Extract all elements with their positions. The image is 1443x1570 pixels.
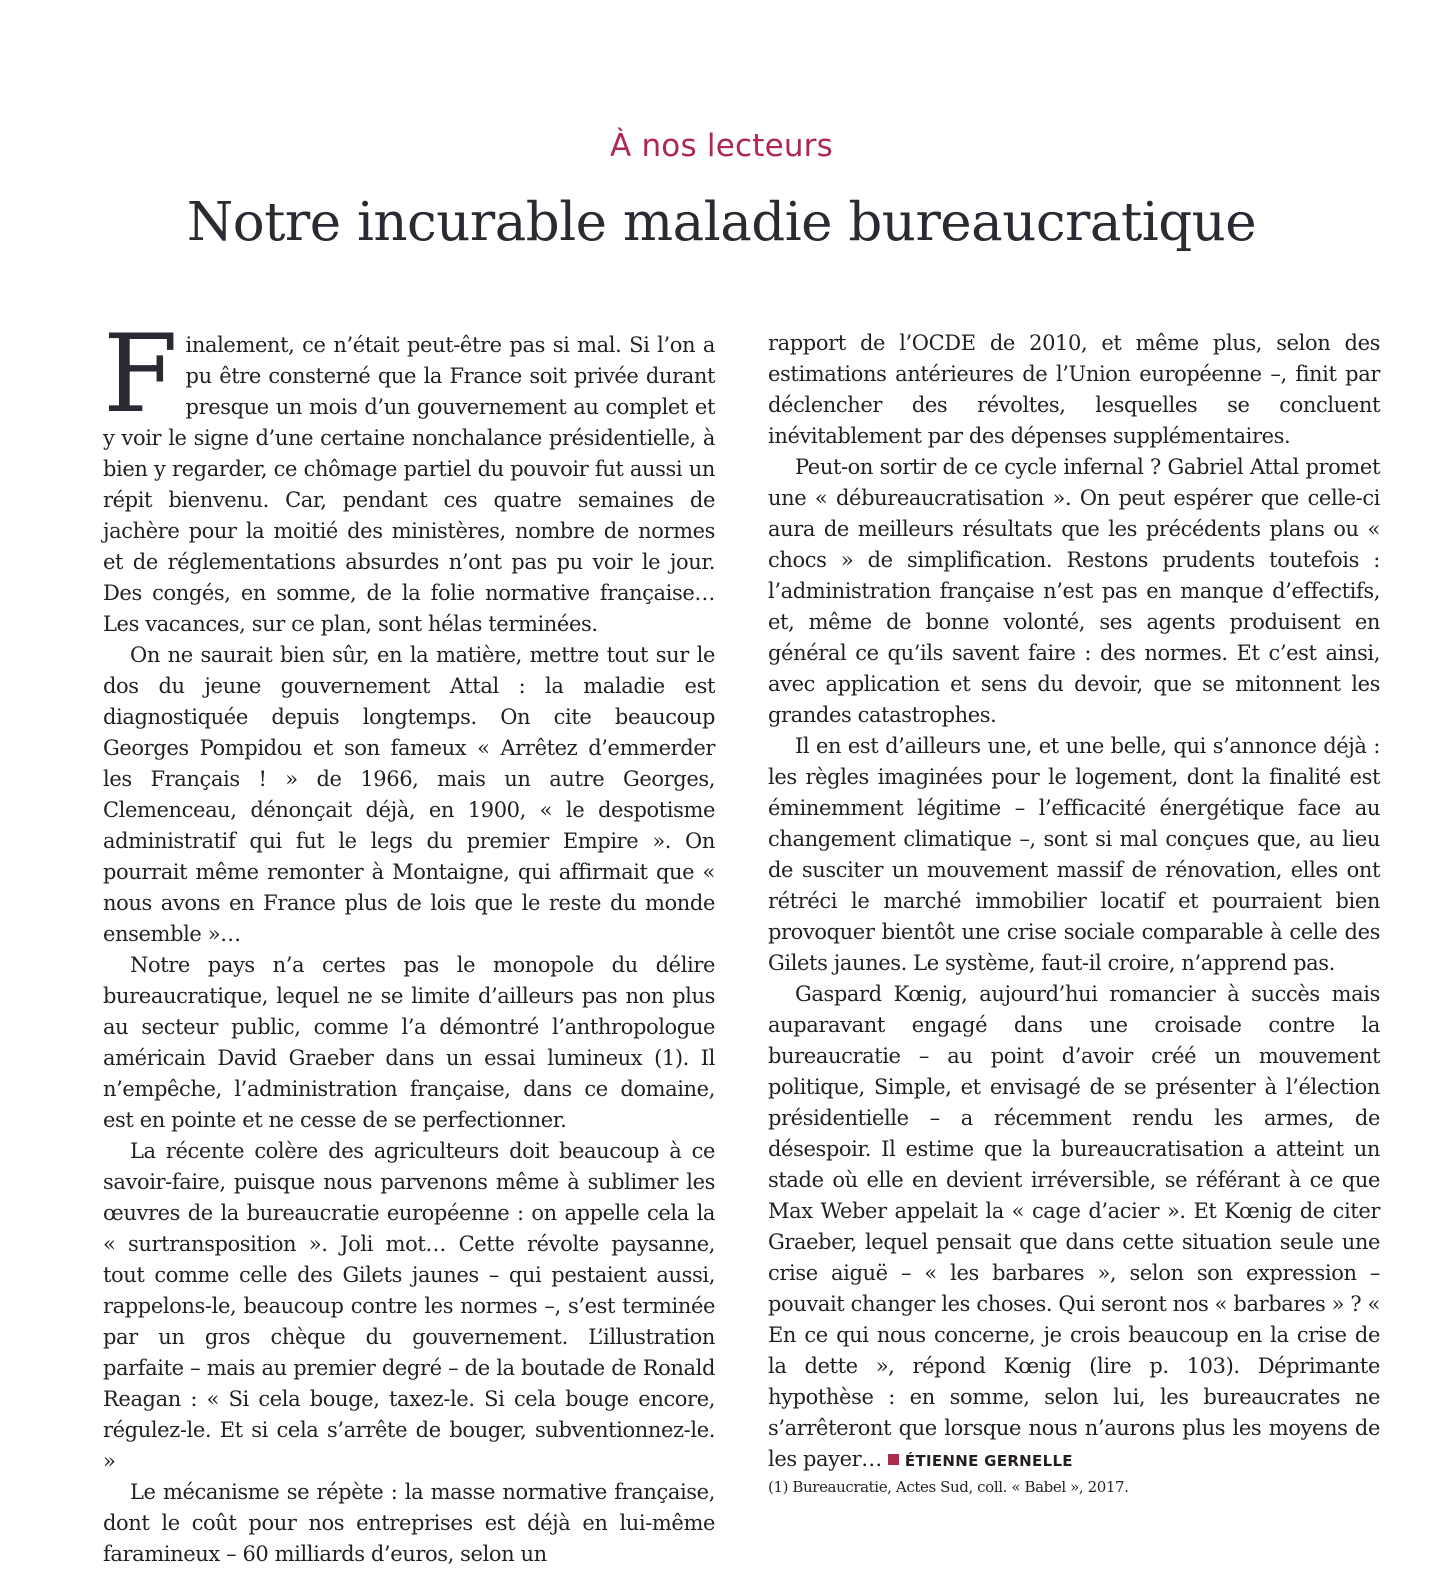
author-signature: ÉTIENNE GERNELLE: [904, 1452, 1073, 1470]
paragraph-3: Notre pays n’a certes pas le monopole du délire bureaucratique, lequel ne se limite d’ailleurs pas non plus au secteur public, comme l’a démontré l’anthropologue américain David Graeber dans un essai lumineux (1). Il n’empêche, l’administration française, dans ce domaine, est en pointe et ne cesse de se perfectionner.: [103, 953, 715, 1132]
article-headline: Notre incurable maladie bureaucratique: [186, 192, 1257, 253]
paragraph-8: [768, 979, 1380, 1477]
paragraph-1-text: inalement, ce n’était peut-être pas si mal. Si l’on a pu être consterné que la France soit privée durant presque un mois d’un gouvernement au complet et y voir le signe d’une certaine nonchalance présidentielle, à bien y regarder, ce chômage partiel du pouvoir fut aussi un répit bienvenu. Car, pendant ces quatre semaines de jachère pour la moitié des ministères, nombre de normes et de réglementations absurdes n’ont pas pu voir le jour. Des congés, en somme, de la folie normative française… Les vacances, sur ce plan, sont hélas terminées.: [103, 333, 715, 636]
right-column: [768, 328, 1380, 1497]
paragraph-2: On ne saurait bien sûr, en la matière, mettre tout sur le dos du jeune gouvernement Attal : la maladie est diagnostiquée depuis longtemps. On cite beaucoup Georges Pompidou et son fameux « Arrêtez d’emmerder les Français ! » de 1966, mais un autre Georges, Clemenceau, dénonçait déjà, en 1900, « le despotisme administratif qui fut le legs du premier Empire ». On pourrait même remonter à Montaigne, qui affirmait que « nous avons en France plus de lois que le reste du monde ensemble »…: [103, 643, 715, 946]
left-column: [103, 312, 715, 1570]
paragraph-8-text: Gaspard Kœnig, aujourd’hui romancier à succès mais auparavant engagé dans une croisade contre la bureaucratie – au point d’avoir créé un mouvement politique, Simple, et envisagé de se présenter à l’élection présidentielle – a récemment rendu les armes, de désespoir. Il estime que la bureaucratisation a atteint un stade où elle en devient irréversible, se référant à ce que Max Weber appelait la « cage d’acier ». Et Kœnig de citer Graeber, lequel pensait que dans cette situation seule une crise aiguë – « les barbares », selon son expression – pouvait changer les choses. Qui seront nos « barbares » ? « En ce qui nous concerne, je crois beaucoup en la crise de la dette », répond Kœnig (lire p. 103). Déprimante hypothèse : en somme, selon lui, les bureaucrates ne s’arrêteront que lorsque nous n’aurons plus les moyens de les payer…: [768, 982, 1380, 1471]
footnote: (1) Bureaucratie, Actes Sud, coll. « Babel », 2017.: [768, 1478, 1129, 1496]
paragraph-5-continued: rapport de l’OCDE de 2010, et même plus, selon des estimations antérieures de l’Union européenne –, finit par déclencher des révoltes, lesquelles se concluent inévitablement par des dépenses supplémentaires.: [768, 331, 1380, 448]
drop-cap: F: [103, 312, 178, 437]
paragraph-4: La récente colère des agriculteurs doit beaucoup à ce savoir-faire, puisque nous parvenons même à sublimer les œuvres de la bureaucratie européenne : on appelle cela la « surtransposition ». Joli mot… Cette révolte paysanne, tout comme celle des Gilets jaunes – qui pestaient aussi, rappelons-le, beaucoup contre les normes –, s’est terminée par un gros chèque du gouvernement. L’illustration parfaite – mais au premier degré – de la boutade de Ronald Reagan : « Si cela bouge, taxez-le. Si cela bouge encore, régulez-le. Et si cela s’arrête de bouger, subventionnez-le. »: [103, 1139, 715, 1473]
paragraph-5: Le mécanisme se répète : la masse normative française, dont le coût pour nos entreprises est déjà en lui-même faramineux – 60 milliards d’euros, selon un: [103, 1480, 715, 1566]
signature-square-icon: [888, 1454, 899, 1465]
paragraph-6: Peut-on sortir de ce cycle infernal ? Gabriel Attal promet une « débureaucratisation ». On peut espérer que celle-ci aura de meilleurs résultats que les précédents plans ou « chocs » de simplification. Restons prudents toutefois : l’administration française n’est pas en manque d’effectifs, et, même de bonne volonté, ses agents produisent en général ce qu’ils savent faire : des normes. Et c’est ainsi, avec application et sens du devoir, que se mitonnent les grandes catastrophes.: [768, 455, 1380, 727]
paragraph-7: Il en est d’ailleurs une, et une belle, qui s’annonce déjà : les règles imaginées pour le logement, dont la finalité est éminemment légitime – l’efficacité énergétique face au changement climatique –, sont si mal conçues que, au lieu de susciter un mouvement massif de rénovation, elles ont rétréci le marché immobilier locatif et pourraient bien provoquer bientôt une crise sociale comparable à celle des Gilets jaunes. Le système, faut-il croire, n’apprend pas.: [768, 734, 1380, 975]
paragraph-1: [103, 312, 715, 640]
section-kicker: À nos lecteurs: [610, 128, 833, 164]
